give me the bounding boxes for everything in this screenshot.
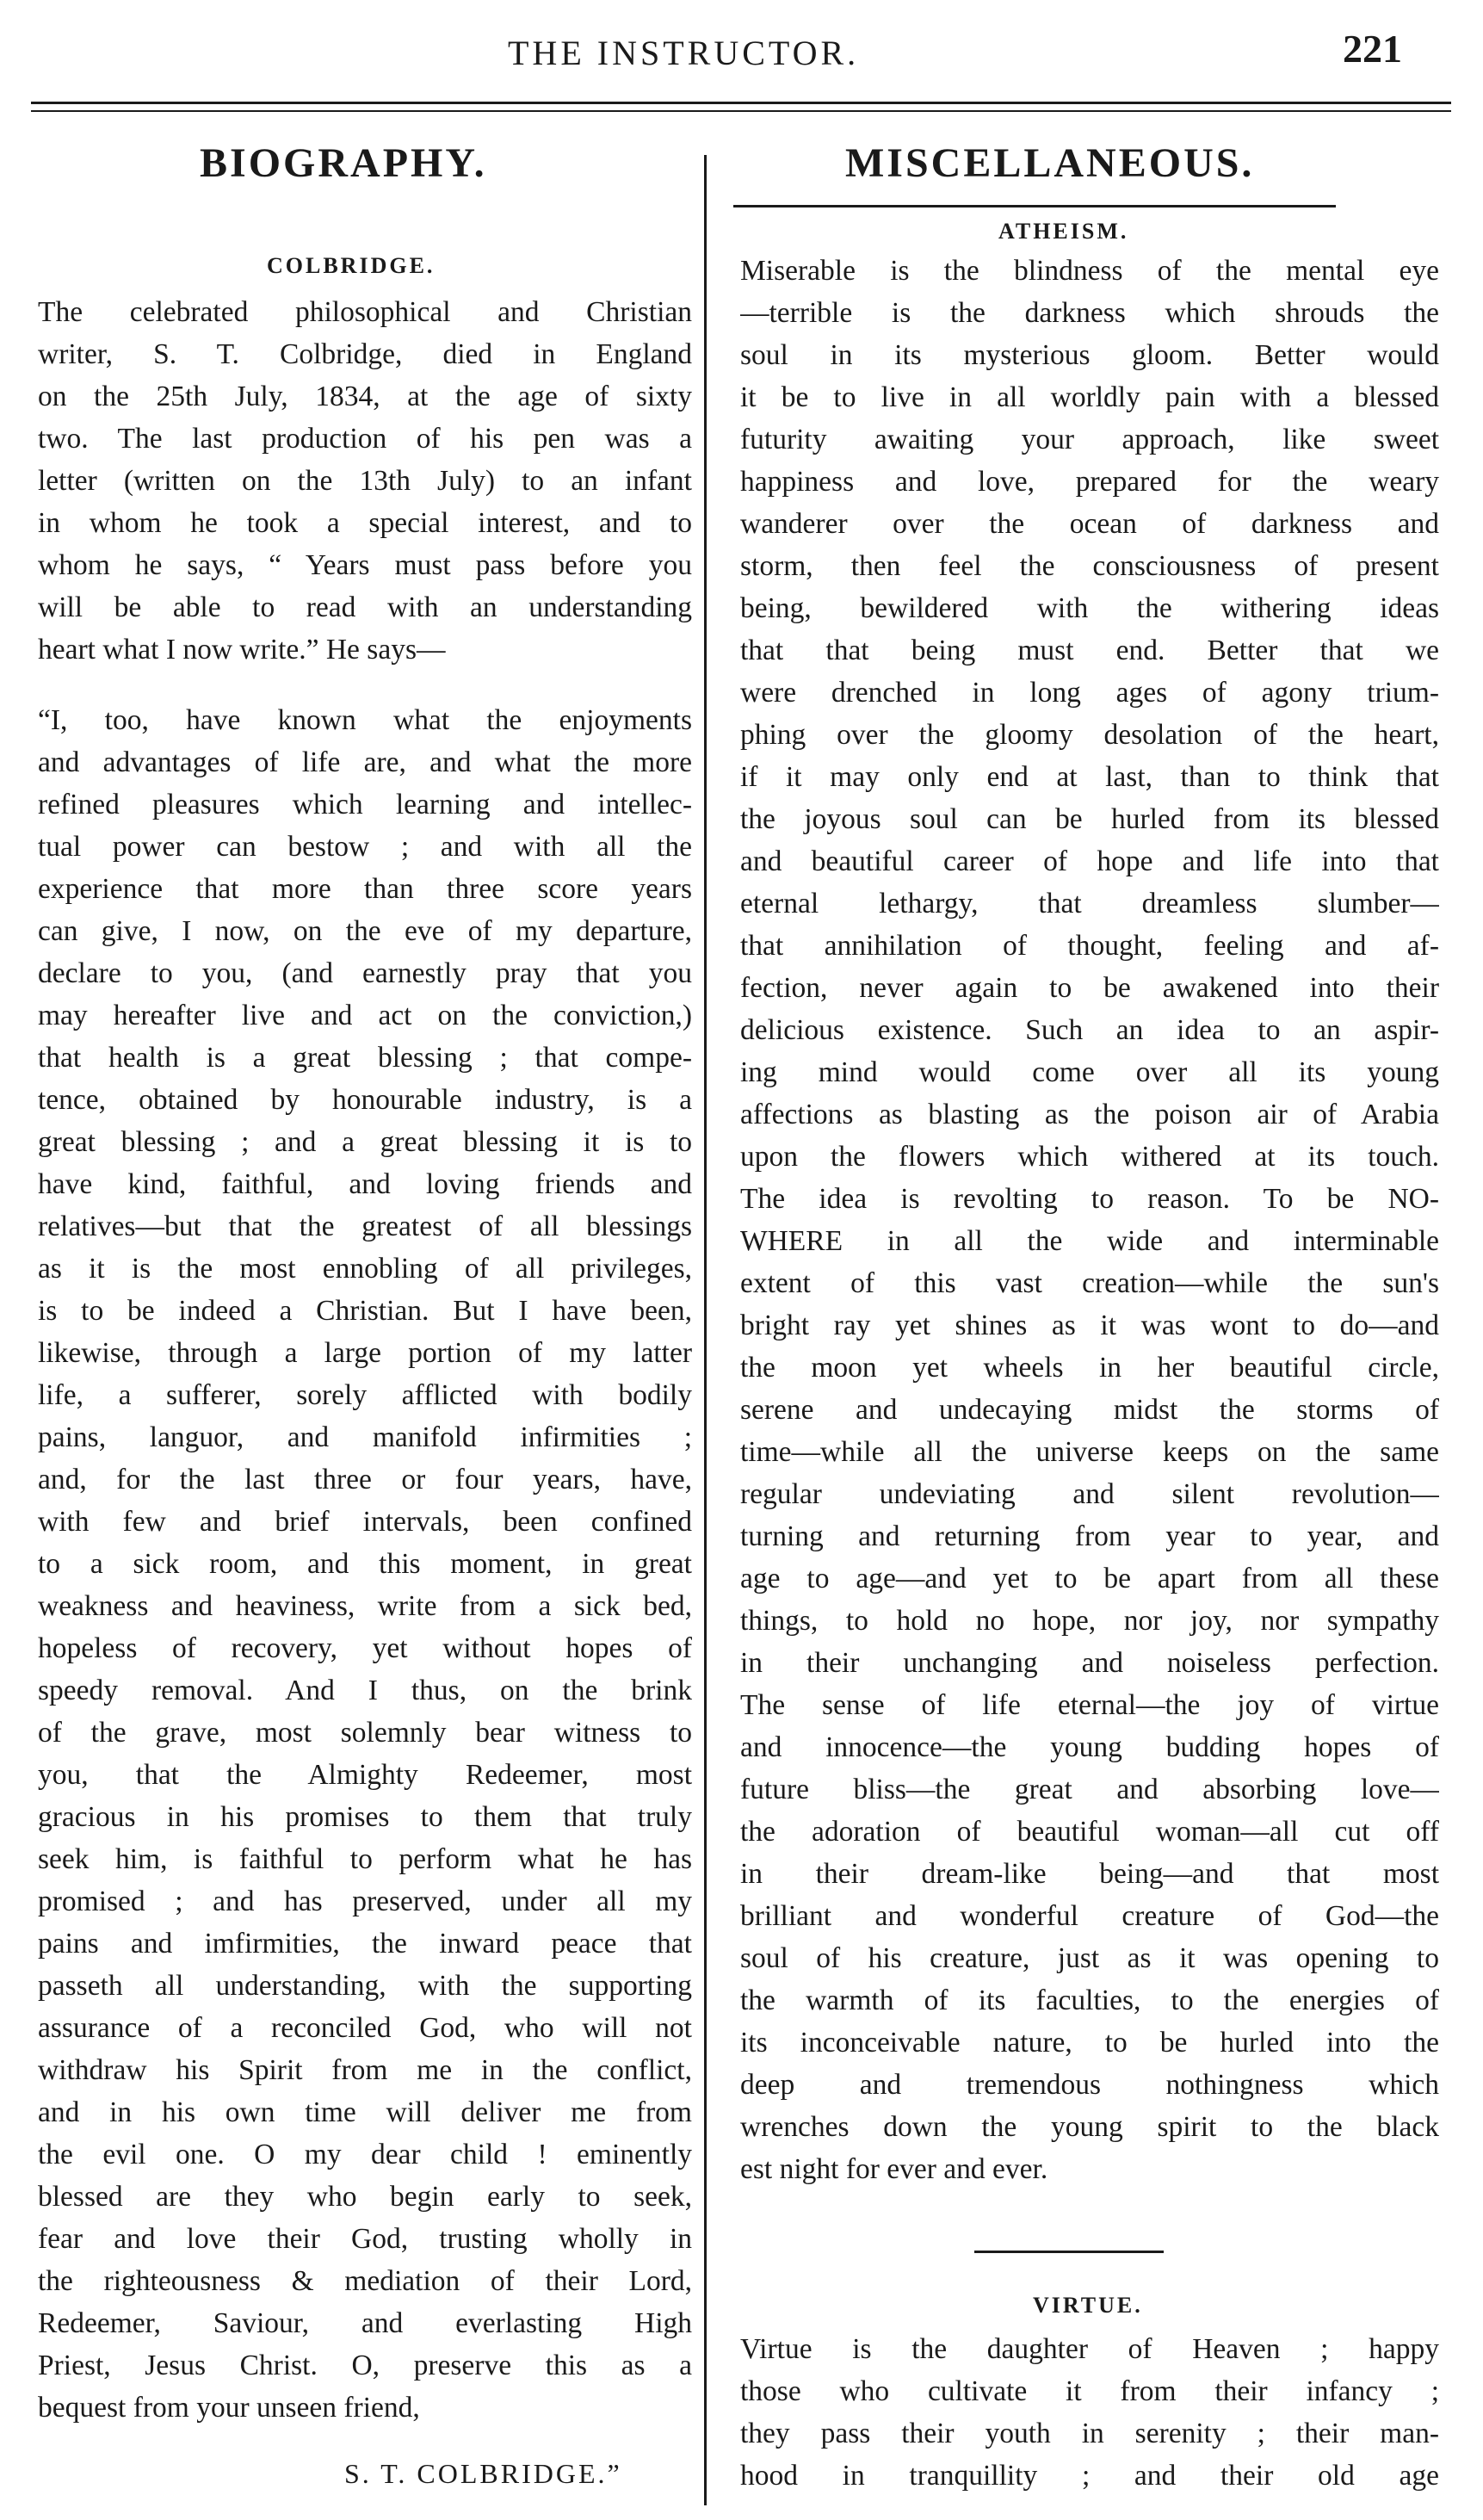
text-line: soul in its mysterious gloom. Better would [740, 339, 1439, 371]
running-title: THE INSTRUCTOR. [508, 34, 860, 72]
text-line: letter (written on the 13th July) to an infant [38, 465, 692, 497]
header-rule [31, 102, 1451, 104]
text-line: can give, I now, on the eve of my departure, [38, 915, 692, 947]
text-line: the moon yet wheels in her beautiful circle, [740, 1352, 1439, 1384]
text-line: hood in tranquillity ; and their old age [740, 2460, 1439, 2492]
text-line: ing mind would come over all its young [740, 1056, 1439, 1088]
text-line: storm, then feel the consciousness of present [740, 550, 1439, 582]
text-line: on the 25th July, 1834, at the age of sixty [38, 381, 692, 412]
text-line: tual power can bestow ; and with all the [38, 831, 692, 863]
text-line: deep and tremendous nothingness which [740, 2069, 1439, 2101]
text-line: gracious in his promises to them that truly [38, 1801, 692, 1833]
text-line: tence, obtained by honourable industry, is a [38, 1084, 692, 1116]
text-line: that annihilation of thought, feeling and af- [740, 930, 1439, 962]
paragraph-colbridge-letter [38, 699, 692, 2429]
text-line: eternal lethargy, that dreamless slumber— [740, 888, 1439, 919]
text-line: brilliant and wonderful creature of God—the [740, 1900, 1439, 1932]
text-line: is to be indeed a Christian. But I have been, [38, 1295, 692, 1327]
text-line: with few and brief intervals, been confined [38, 1506, 692, 1538]
text-line: pains and imfirmities, the inward peace that [38, 1928, 692, 1960]
text-line: regular undeviating and silent revolution— [740, 1478, 1439, 1510]
text-line: that health is a great blessing ; that compe- [38, 1042, 692, 1074]
text-line: writer, S. T. Colbridge, died in England [38, 338, 692, 370]
text-line: turning and returning from year to year, and [740, 1520, 1439, 1552]
text-line: est night for ever and ever. [740, 2153, 1048, 2185]
text-line: and, for the last three or four years, have, [38, 1464, 692, 1495]
text-line: blessed are they who begin early to seek, [38, 2181, 692, 2213]
signature-colbridge: S. T. COLBRIDGE.” [344, 2458, 622, 2489]
text-line: upon the flowers which withered at its touch. [740, 1141, 1439, 1173]
text-line: affections as blasting as the poison air of Arabia [740, 1099, 1439, 1130]
text-line: to a sick room, and this moment, in great [38, 1548, 692, 1580]
text-line: life, a sufferer, sorely afflicted with bodily [38, 1379, 692, 1411]
text-line: the evil one. O my dear child ! eminently [38, 2139, 692, 2170]
text-line: wrenches down the young spirit to the black [740, 2111, 1439, 2143]
text-line: refined pleasures which learning and intellec- [38, 789, 692, 820]
text-line: weakness and heaviness, write from a sick bed, [38, 1590, 692, 1622]
text-line: serene and undecaying midst the storms of [740, 1394, 1439, 1426]
text-line: it be to live in all worldly pain with a blessed [740, 381, 1439, 413]
text-line: you, that the Almighty Redeemer, most [38, 1759, 692, 1791]
text-line: have kind, faithful, and loving friends and [38, 1168, 692, 1200]
paragraph-colbridge-intro [38, 291, 692, 671]
text-line: great blessing ; and a great blessing it is to [38, 1126, 692, 1158]
section-title-biography: BIOGRAPHY. [200, 140, 487, 186]
text-line: speedy removal. And I thus, on the brink [38, 1675, 692, 1706]
text-line: Redeemer, Saviour, and everlasting High [38, 2307, 692, 2339]
page-number: 221 [1343, 27, 1402, 71]
text-line: likewise, through a large portion of my latter [38, 1337, 692, 1369]
text-line: pains, languor, and manifold infirmities ; [38, 1421, 692, 1453]
text-line: the adoration of beautiful woman—all cut off [740, 1816, 1439, 1848]
text-line: and beautiful career of hope and life into that [740, 845, 1439, 877]
text-line: things, to hold no hope, nor joy, nor sympathy [740, 1605, 1439, 1637]
text-line: in their dream-like being—and that most [740, 1858, 1439, 1890]
text-line: in their unchanging and noiseless perfection. [740, 1647, 1439, 1679]
article-title-colbridge: COLBRIDGE. [267, 253, 436, 278]
text-line: delicious existence. Such an idea to an aspir- [740, 1014, 1439, 1046]
text-line: Priest, Jesus Christ. O, preserve this as a [38, 2350, 692, 2381]
text-line: passeth all understanding, with the supporting [38, 1970, 692, 2002]
text-line: fection, never again to be awakened into their [740, 972, 1439, 1004]
text-line: —terrible is the darkness which shrouds the [740, 297, 1439, 329]
text-line: two. The last production of his pen was a [38, 423, 692, 455]
text-line: hopeless of recovery, yet without hopes of [38, 1632, 692, 1664]
text-line: age to age—and yet to be apart from all these [740, 1563, 1439, 1594]
paragraph-virtue [740, 2328, 1439, 2497]
text-line: bequest from your unseen friend, [38, 2392, 420, 2424]
section-title-miscellaneous: MISCELLANEOUS. [845, 140, 1255, 186]
text-line: will be able to read with an understanding [38, 591, 692, 623]
text-line: and advantages of life are, and what the more [38, 746, 692, 778]
text-line: time—while all the universe keeps on the same [740, 1436, 1439, 1468]
text-line: bright ray yet shines as it was wont to do—and [740, 1310, 1439, 1341]
text-line: being, bewildered with the withering ideas [740, 592, 1439, 624]
text-line: promised ; and has preserved, under all my [38, 1885, 692, 1917]
text-line: wanderer over the ocean of darkness and [740, 508, 1439, 540]
article-title-virtue: VIRTUE. [1033, 2293, 1143, 2318]
text-line: seek him, is faithful to perform what he has [38, 1843, 692, 1875]
text-line: futurity awaiting your approach, like sweet [740, 424, 1439, 455]
text-line: in whom he took a special interest, and to [38, 507, 692, 539]
text-line: The sense of life eternal—the joy of virtue [740, 1689, 1439, 1721]
text-line: experience that more than three score years [38, 873, 692, 905]
text-line: may hereafter live and act on the conviction,) [38, 1000, 692, 1031]
text-line: relatives—but that the greatest of all blessings [38, 1210, 692, 1242]
text-line: Miserable is the blindness of the mental eye [740, 255, 1439, 287]
text-line: “I, too, have known what the enjoyments [38, 704, 692, 736]
text-line: extent of this vast creation—while the sun's [740, 1267, 1439, 1299]
text-line: were drenched in long ages of agony trium- [740, 677, 1439, 709]
text-line: the joyous soul can be hurled from its blessed [740, 803, 1439, 835]
text-line: phing over the gloomy desolation of the heart, [740, 719, 1439, 751]
text-line: its inconceivable nature, to be hurled into the [740, 2027, 1439, 2059]
text-line: heart what I now write.” He says— [38, 634, 446, 666]
text-line: soul of his creature, just as it was opening to [740, 1942, 1439, 1974]
header-rule-thin [31, 110, 1451, 112]
article-title-atheism: ATHEISM. [998, 219, 1129, 244]
paragraph-atheism [740, 250, 1439, 2190]
text-line: and in his own time will deliver me from [38, 2096, 692, 2128]
text-line: the righteousness & mediation of their Lord, [38, 2265, 692, 2297]
text-line: declare to you, (and earnestly pray that you [38, 957, 692, 989]
text-line: they pass their youth in serenity ; their man- [740, 2418, 1439, 2449]
column-divider [704, 155, 707, 2505]
text-line: WHERE in all the wide and interminable [740, 1225, 1439, 1257]
article-separator [974, 2251, 1164, 2253]
text-line: the warmth of its faculties, to the energies of [740, 1984, 1439, 2016]
text-line: The celebrated philosophical and Christian [38, 296, 692, 328]
text-line: assurance of a reconciled God, who will not [38, 2012, 692, 2044]
text-line: that that being must end. Better that we [740, 635, 1439, 666]
text-line: as it is the most ennobling of all privileges, [38, 1253, 692, 1285]
text-line: The idea is revolting to reason. To be NO- [740, 1183, 1439, 1215]
text-line: those who cultivate it from their infancy ; [740, 2375, 1439, 2407]
text-line: Virtue is the daughter of Heaven ; happy [740, 2333, 1439, 2365]
text-line: of the grave, most solemnly bear witness to [38, 1717, 692, 1749]
text-line: future bliss—the great and absorbing love— [740, 1774, 1439, 1805]
text-line: happiness and love, prepared for the weary [740, 466, 1439, 498]
text-line: withdraw his Spirit from me in the conflict, [38, 2054, 692, 2086]
text-line: and innocence—the young budding hopes of [740, 1731, 1439, 1763]
running-head [0, 26, 1483, 77]
text-line: whom he says, “ Years must pass before you [38, 549, 692, 581]
section-rule [733, 205, 1336, 207]
text-line: if it may only end at last, than to think that [740, 761, 1439, 793]
text-line: fear and love their God, trusting wholly in [38, 2223, 692, 2255]
